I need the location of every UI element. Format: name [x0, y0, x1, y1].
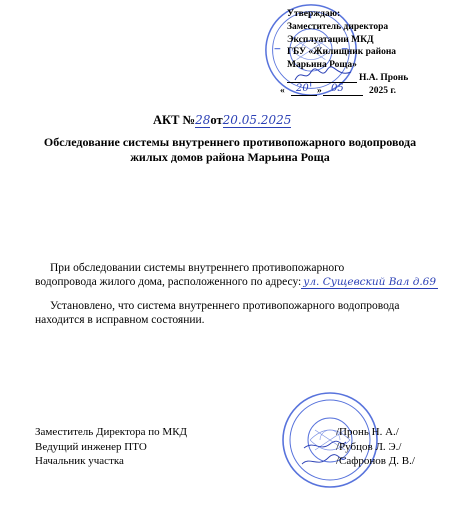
approval-signature-row	[287, 72, 447, 85]
approval-position: Заместитель директора	[287, 21, 389, 32]
subtitle-line-2: жилых домов района Марьина Роща	[130, 149, 330, 164]
signature-name-3: /Сафронов Д. В./	[336, 455, 415, 467]
signature-name-1: /Пронь Н. А./	[336, 426, 399, 438]
signature-names	[336, 425, 415, 469]
approval-block	[280, 8, 447, 98]
approval-signer-name: Н.А. Пронь	[359, 72, 409, 83]
date-open-quote: «	[280, 85, 285, 96]
subtitle-line-1: Обследование системы внутреннего противопожарного водопровода	[43, 135, 417, 149]
signature-position-2: Ведущий инженер ПТО	[35, 440, 147, 453]
address-handwritten: ул. Сущевский Вал д.69	[303, 276, 437, 288]
approval-heading: Утверждаю:	[287, 9, 341, 19]
paragraph-1-line-1: При обследовании системы внутреннего противопожарного	[50, 262, 345, 274]
approval-organization-district: Марьина Роща»	[287, 60, 357, 71]
approval-date-row	[280, 82, 447, 98]
approval-date-year: 2025 г.	[369, 85, 396, 96]
act-date: 20.05.2025	[222, 113, 292, 127]
signature-positions	[35, 425, 187, 469]
paragraph-2-line-1: Установлено, что система внутреннего противопожарного водопровода	[50, 300, 400, 312]
signature-position-3: Начальник участка	[35, 455, 124, 467]
date-close-quote: »	[317, 85, 322, 96]
act-prefix: АКТ №	[153, 113, 196, 127]
act-number: 28	[195, 113, 211, 127]
approval-handwritten-signature	[293, 66, 353, 84]
approval-date-day: 20	[296, 82, 309, 94]
paragraph-2-line-2: находится в исправном состоянии.	[35, 314, 205, 326]
act-subtitle	[20, 135, 440, 164]
approval-date-month: 05	[331, 82, 344, 94]
signature-name-2: /Рубцов Л. Э./	[336, 440, 402, 453]
signature-position-1: Заместитель Директора по МКД	[35, 426, 188, 438]
act-date-prefix: от	[210, 113, 223, 127]
approval-organization: ГБУ «Жилищник района	[287, 47, 397, 58]
address-lead: водопровода жилого дома, расположенного по адресу:	[35, 276, 302, 288]
approval-department: Эксплуатации МКД	[287, 34, 374, 45]
act-title	[153, 113, 291, 128]
paragraph-1-line-2	[35, 275, 437, 289]
